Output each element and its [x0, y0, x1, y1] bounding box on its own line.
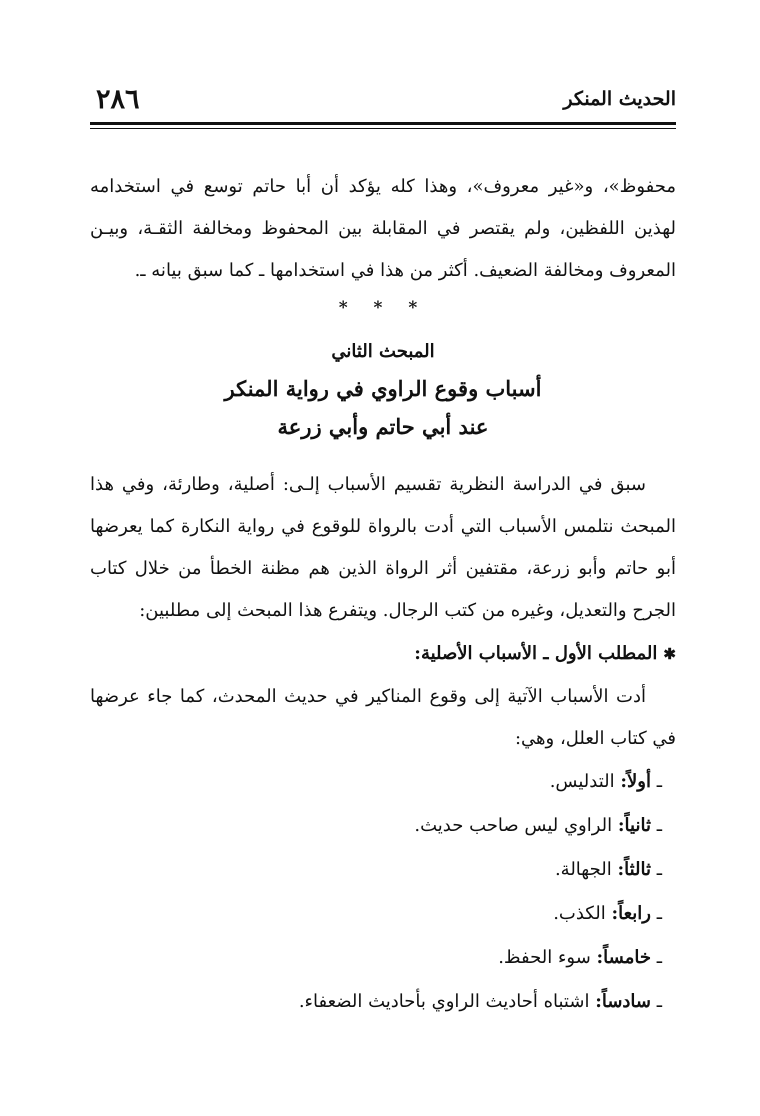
list-dash: ـ	[656, 815, 662, 836]
header-rule-thick	[90, 122, 676, 125]
list-dash: ـ	[656, 859, 662, 880]
list-item	[90, 804, 676, 848]
list-dash: ـ	[656, 947, 662, 968]
page-body	[90, 166, 676, 1024]
list-dash: ـ	[656, 771, 662, 792]
subsection-paragraph: أدت الأسباب الآتية إلى وقوع المناكير في حديث المحدث، كما جاء عرضها في كتاب العلل، وهي:	[90, 686, 676, 749]
list-item-label: سادساً:	[595, 991, 651, 1012]
intro-paragraph: محفوظ»، و«غير معروف»، وهذا كله يؤكد أن أبا حاتم توسع في استخدامه لهذين اللفظين، ولم يقتصر في المقابلة بين المحفوظ ومخالفة الثقـة، وبيـن المعروف ومخالفة الضعيف. أكثر من هذا في استخدامها ـ كما سبق بيانه ـ.	[90, 176, 676, 281]
list-item-label: خامساً:	[596, 947, 651, 968]
subsection-title: المطلب الأول ـ الأسباب الأصلية:	[414, 643, 658, 664]
list-item	[90, 848, 676, 892]
list-item-text: الكذب.	[553, 903, 606, 924]
list-item	[90, 892, 676, 936]
list-item-text: اشتباه أحاديث الراوي بأحاديث الضعفاء.	[298, 991, 590, 1012]
section-title-line2: عند أبي حاتم وأبي زرعة	[277, 414, 489, 439]
header-rule-thin	[90, 128, 676, 129]
spacer	[90, 446, 676, 464]
list-item-text: سوء الحفظ.	[498, 947, 591, 968]
running-title: الحديث المنكر	[563, 88, 676, 110]
list-item-text: الراوي ليس صاحب حديث.	[414, 815, 613, 836]
list-item-label: رابعاً:	[611, 903, 651, 924]
list-item-text: الجهالة.	[554, 859, 612, 880]
list-item	[90, 936, 676, 980]
causes-list	[90, 760, 676, 1024]
list-item-label: ثانياً:	[617, 815, 651, 836]
star-bullet-icon: ✱	[663, 645, 676, 663]
page-number: ٢٨٦	[96, 84, 140, 115]
list-item-label: أولاً:	[620, 771, 651, 792]
page-header	[90, 80, 676, 120]
section-title-line1: أسباب وقوع الراوي في رواية المنكر	[224, 376, 542, 401]
section-paragraph: سبق في الدراسة النظرية تقسيم الأسباب إلـى: أصلية، وطارئة، وفي هذا المبحث نتلمس الأسباب التي أدت بالرواة للوقوع في رواية النكارة كما يعرضها أبو حاتم وأبو زرعة، مقتفين أثر الرواة الذين هم مظنة الخطأ من خلال كتاب الجرح والتعديل، وغيره من كتب الرجال. ويتفرع هذا المبحث إلى مطلبين:	[90, 474, 676, 621]
subsection-heading	[90, 632, 676, 676]
section-separator: * * *	[338, 298, 428, 318]
list-item-text: التدليس.	[549, 771, 615, 792]
list-item	[90, 980, 676, 1024]
list-dash: ـ	[656, 903, 662, 924]
list-item	[90, 760, 676, 804]
list-dash: ـ	[656, 991, 662, 1012]
list-item-label: ثالثاً:	[617, 859, 651, 880]
section-label: المبحث الثاني	[331, 341, 435, 362]
